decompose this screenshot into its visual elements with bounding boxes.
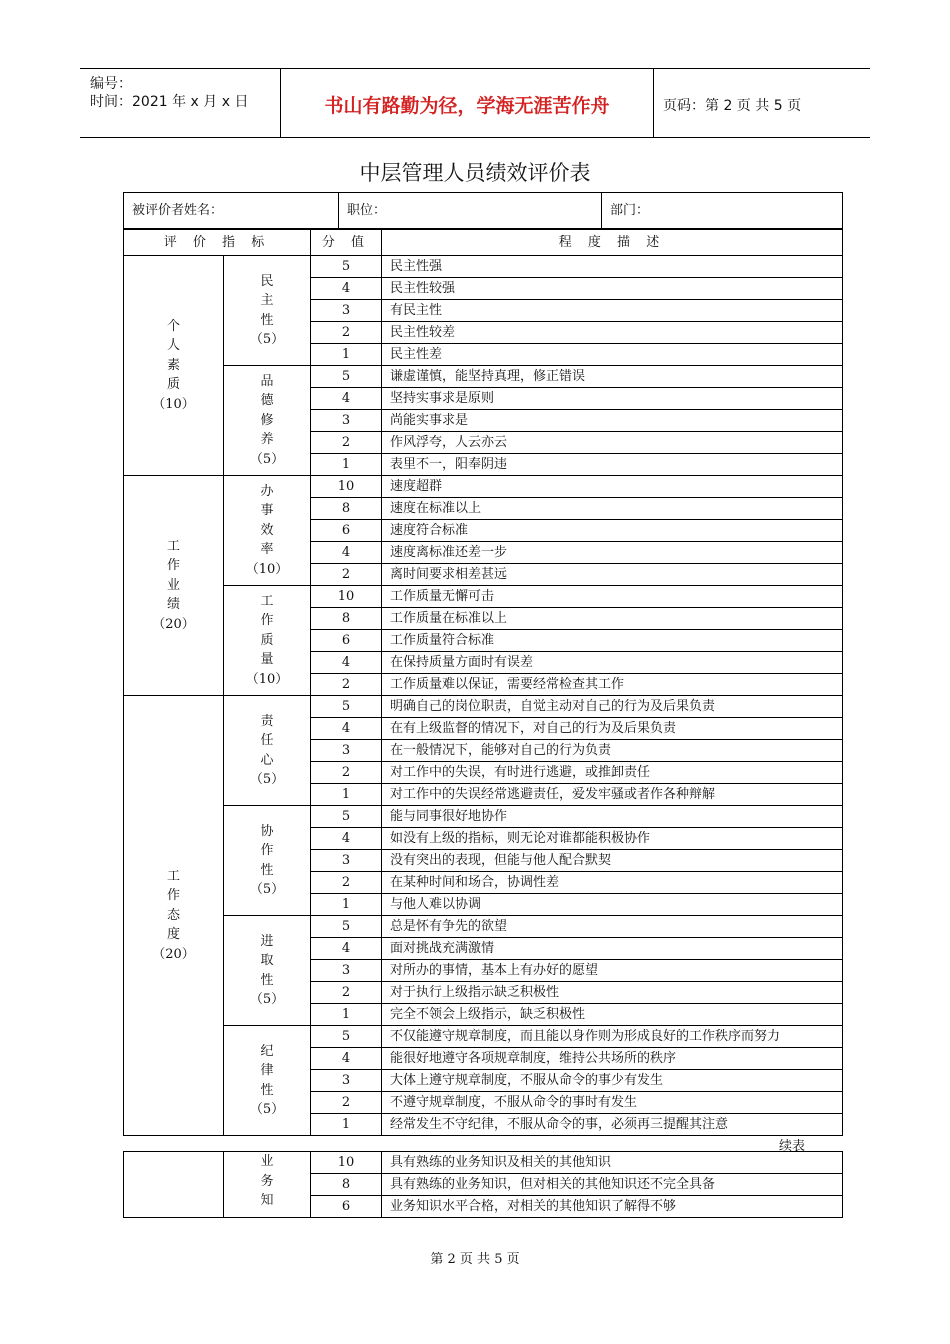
score-cell: 4: [311, 828, 382, 850]
description-cell: 民主性强: [382, 256, 843, 278]
group-label-char: 质: [166, 377, 180, 393]
score-cell: 4: [311, 1048, 382, 1070]
score-cell: 5: [311, 256, 382, 278]
description-cell: 对工作中的失误，有时进行逃避，或推卸责任: [382, 762, 843, 784]
description-cell: 能与同事很好地协作: [382, 806, 843, 828]
description-cell: 在保持质量方面时有误差: [382, 652, 843, 674]
description-cell: 作风浮夸，人云亦云: [382, 432, 843, 454]
criterion-label-char: 务: [260, 1173, 274, 1189]
criterion-label-char: 量: [260, 652, 274, 668]
group-label-char: 人: [166, 338, 180, 354]
score-cell: 8: [311, 608, 382, 630]
score-cell: 5: [311, 806, 382, 828]
description-cell: 民主性较差: [382, 322, 843, 344]
header-indicator: 评 价 指 标: [124, 230, 311, 256]
criterion-label-char: 知: [260, 1193, 274, 1208]
description-cell: 具有熟练的业务知识，但对相关的其他知识还不完全具备: [382, 1174, 843, 1196]
score-cell: 5: [311, 696, 382, 718]
group-label-char: 工: [166, 538, 180, 554]
info-table: [123, 192, 843, 229]
header-page-cell: [653, 69, 870, 137]
criterion-label-char: 性: [260, 1082, 274, 1098]
score-cell: 4: [311, 938, 382, 960]
criterion-label-char: 纪: [260, 1043, 274, 1059]
criterion-label-char: （10）: [245, 671, 289, 687]
criterion-label-char: 率: [260, 542, 274, 558]
description-cell: 明确自己的岗位职责，自觉主动对自己的行为及后果负责: [382, 696, 843, 718]
criterion-label-char: 业: [260, 1154, 274, 1169]
description-cell: 总是怀有争先的欲望: [382, 916, 843, 938]
score-cell: 4: [311, 652, 382, 674]
criterion-label-char: 心: [260, 752, 274, 768]
page-header: [80, 68, 870, 138]
description-cell: 大体上遵守规章制度，不服从命令的事少有发生: [382, 1070, 843, 1092]
criterion-label: [224, 1026, 311, 1136]
score-cell: 1: [311, 1004, 382, 1026]
criterion-label-char: 任: [260, 733, 274, 748]
group-label-empty: [124, 1152, 224, 1218]
description-cell: 业务知识水平合格，对相关的其他知识了解得不够: [382, 1196, 843, 1218]
group-label: [124, 476, 224, 696]
group-label: [124, 696, 224, 1136]
description-cell: 离时间要求相差甚远: [382, 564, 843, 586]
score-cell: 3: [311, 740, 382, 762]
description-cell: 面对挑战充满激情: [382, 938, 843, 960]
criterion-label: [224, 696, 311, 806]
criterion-label-char: （5）: [249, 451, 285, 467]
criterion-label-char: 性: [260, 312, 274, 328]
evaluation-table-body: [124, 230, 843, 1136]
table-row: [124, 916, 843, 938]
group-label-char: 作: [166, 888, 180, 904]
score-cell: 2: [311, 1092, 382, 1114]
table-header-row: [124, 230, 843, 256]
description-cell: 尚能实事求是: [382, 410, 843, 432]
criterion-label-char: （5）: [249, 882, 285, 897]
score-cell: 6: [311, 630, 382, 652]
description-cell: 工作质量无懈可击: [382, 586, 843, 608]
evaluatee-name-field[interactable]: 被评价者姓名：: [124, 193, 339, 229]
score-cell: 1: [311, 454, 382, 476]
score-cell: 1: [311, 344, 382, 366]
description-cell: 在有上级监督的情况下，对自己的行为及后果负责: [382, 718, 843, 740]
criterion-label-char: 性: [260, 862, 274, 878]
criterion-label-char: 作: [260, 843, 274, 858]
group-label-char: （20）: [152, 946, 195, 962]
criterion-label-char: （5）: [249, 992, 285, 1007]
continued-table-body: [124, 1152, 843, 1218]
table-row: [124, 806, 843, 828]
table-row: [124, 696, 843, 718]
description-cell: 民主性差: [382, 344, 843, 366]
description-cell: 民主性较强: [382, 278, 843, 300]
criterion-label-char: 品: [260, 373, 274, 389]
page-label: 页码：第 2 页 共 5 页: [663, 98, 802, 114]
score-cell: 2: [311, 982, 382, 1004]
group-label-char: 作: [166, 558, 180, 574]
criterion-label-char: （10）: [245, 561, 289, 577]
description-cell: 速度在标准以上: [382, 498, 843, 520]
criterion-label-char: 进: [260, 933, 274, 949]
criterion-label-char: 作: [260, 613, 274, 629]
continued-label: 续表: [779, 1139, 806, 1154]
description-cell: 坚持实事求是原则: [382, 388, 843, 410]
score-cell: 3: [311, 960, 382, 982]
criterion-label: [224, 916, 311, 1026]
group-label-char: 工: [166, 868, 180, 884]
table-row: [124, 1026, 843, 1048]
group-label-char: 度: [166, 927, 180, 943]
description-cell: 在某种时间和场合，协调性差: [382, 872, 843, 894]
department-field[interactable]: 部门：: [602, 193, 843, 229]
criterion-label: [224, 366, 311, 476]
group-label: [124, 256, 224, 476]
evaluation-table: [123, 229, 843, 1136]
criterion-label-char: 主: [260, 293, 274, 308]
criterion-label-char: 修: [260, 412, 274, 428]
description-cell: 有民主性: [382, 300, 843, 322]
score-cell: 3: [311, 300, 382, 322]
header-motto-cell: [280, 69, 654, 137]
criterion-label-char: 事: [260, 503, 274, 519]
criterion-label: [224, 1152, 311, 1218]
description-cell: 与他人难以协调: [382, 894, 843, 916]
criterion-label-char: 民: [260, 273, 274, 289]
group-label-char: 态: [166, 907, 180, 923]
description-cell: 不仅能遵守规章制度，而且能以身作则为形成良好的工作秩序而努力: [382, 1026, 843, 1048]
time-label: 时间：2021 年 x 月 x 日: [90, 94, 249, 110]
description-cell: 具有熟练的业务知识及相关的其他知识: [382, 1152, 843, 1174]
criterion-label-char: 工: [260, 593, 274, 609]
score-cell: 8: [311, 498, 382, 520]
score-cell: 1: [311, 784, 382, 806]
criterion-label-char: 办: [260, 483, 274, 499]
criterion-label-char: 律: [260, 1063, 274, 1078]
criterion-label: [224, 586, 311, 696]
criterion-label-char: （5）: [249, 1102, 285, 1117]
description-cell: 速度离标准还差一步: [382, 542, 843, 564]
score-cell: 5: [311, 916, 382, 938]
number-label: 编号：: [90, 76, 132, 92]
score-cell: 10: [311, 586, 382, 608]
position-field[interactable]: 职位：: [339, 193, 602, 229]
score-cell: 2: [311, 322, 382, 344]
score-cell: 4: [311, 388, 382, 410]
score-cell: 2: [311, 872, 382, 894]
description-cell: 速度符合标准: [382, 520, 843, 542]
description-cell: 完全不领会上级指示，缺乏积极性: [382, 1004, 843, 1026]
description-cell: 如没有上级的指标，则无论对谁都能积极协作: [382, 828, 843, 850]
group-label-char: 绩: [166, 597, 180, 613]
score-cell: 6: [311, 1196, 382, 1218]
description-cell: 没有突出的表现，但能与他人配合默契: [382, 850, 843, 872]
header-score: 分 值: [311, 230, 382, 256]
table-row: [124, 586, 843, 608]
score-cell: 10: [311, 476, 382, 498]
criterion-label-char: 性: [260, 972, 274, 988]
criterion-label-char: 养: [260, 432, 274, 448]
criterion-label-char: （5）: [249, 772, 285, 787]
header-description: 程 度 描 述: [382, 230, 843, 256]
continued-table: [123, 1151, 843, 1218]
score-cell: 5: [311, 1026, 382, 1048]
table-row: [124, 366, 843, 388]
criterion-label-char: 德: [260, 393, 274, 409]
criterion-label-char: 责: [260, 713, 274, 729]
score-cell: 1: [311, 894, 382, 916]
score-cell: 6: [311, 520, 382, 542]
score-cell: 2: [311, 674, 382, 696]
criterion-label-char: 协: [260, 823, 274, 839]
group-label-char: （10）: [152, 396, 195, 412]
score-cell: 8: [311, 1174, 382, 1196]
score-cell: 2: [311, 564, 382, 586]
criterion-label: [224, 476, 311, 586]
score-cell: 3: [311, 410, 382, 432]
score-cell: 2: [311, 762, 382, 784]
score-cell: 5: [311, 366, 382, 388]
criterion-label-char: 质: [260, 632, 274, 648]
score-cell: 3: [311, 850, 382, 872]
score-cell: 4: [311, 718, 382, 740]
score-cell: 3: [311, 1070, 382, 1092]
description-cell: 工作质量符合标准: [382, 630, 843, 652]
description-cell: 工作质量在标准以上: [382, 608, 843, 630]
description-cell: 对所办的事情，基本上有办好的愿望: [382, 960, 843, 982]
criterion-label-char: 取: [260, 953, 274, 968]
description-cell: 谦虚谨慎，能坚持真理，修正错误: [382, 366, 843, 388]
description-cell: 工作质量难以保证，需要经常检查其工作: [382, 674, 843, 696]
description-cell: 在一般情况下，能够对自己的行为负责: [382, 740, 843, 762]
criterion-label-char: 效: [260, 522, 274, 538]
criterion-label-char: （5）: [249, 332, 285, 347]
table-row: [124, 476, 843, 498]
score-cell: 4: [311, 542, 382, 564]
motto: 书山有路勤为径，学海无涯苦作舟: [324, 95, 610, 117]
description-cell: 能很好地遵守各项规章制度，维持公共场所的秩序: [382, 1048, 843, 1070]
table-row: [124, 256, 843, 278]
page-footer: 第 2 页 共 5 页: [430, 1252, 520, 1267]
description-cell: 速度超群: [382, 476, 843, 498]
score-cell: 1: [311, 1114, 382, 1136]
group-label-char: 业: [166, 577, 180, 593]
score-cell: 2: [311, 432, 382, 454]
description-cell: 经常发生不守纪律，不服从命令的事，必须再三提醒其注意: [382, 1114, 843, 1136]
group-label-char: （20）: [152, 616, 195, 632]
criterion-label: [224, 256, 311, 366]
description-cell: 对工作中的失误经常逃避责任，爱发牢骚或者作各种辩解: [382, 784, 843, 806]
score-cell: 10: [311, 1152, 382, 1174]
header-meta: [80, 69, 280, 137]
description-cell: 不遵守规章制度，不服从命令的事时有发生: [382, 1092, 843, 1114]
table-row: [124, 1152, 843, 1174]
page-title: 中层管理人员绩效评价表: [359, 161, 591, 185]
score-cell: 4: [311, 278, 382, 300]
description-cell: 表里不一，阳奉阴违: [382, 454, 843, 476]
description-cell: 对于执行上级指示缺乏积极性: [382, 982, 843, 1004]
group-label-char: 个: [166, 318, 180, 334]
criterion-label: [224, 806, 311, 916]
group-label-char: 素: [166, 357, 180, 373]
